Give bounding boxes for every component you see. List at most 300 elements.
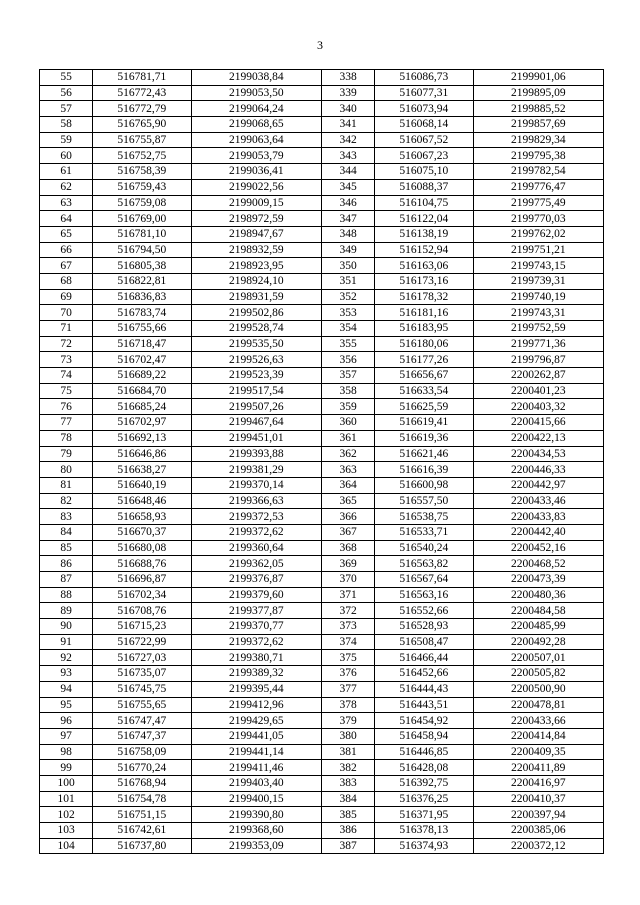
x-coordinate-left: 516751,15 [93,807,191,823]
table-row [40,524,604,540]
table-row [40,666,604,682]
y-coordinate-left: 2199372,53 [191,509,321,525]
point-number-left: 77 [40,415,93,431]
point-number-right: 356 [321,352,374,368]
table-row [40,838,604,854]
table-row [40,85,604,101]
x-coordinate-left: 516758,09 [93,744,191,760]
point-number-right: 350 [321,258,374,274]
point-number-right: 373 [321,619,374,635]
table-row [40,697,604,713]
x-coordinate-left: 516770,24 [93,760,191,776]
point-number-left: 79 [40,446,93,462]
x-coordinate-left: 516708,76 [93,603,191,619]
y-coordinate-left: 2199036,41 [191,164,321,180]
y-coordinate-right: 2200403,32 [473,399,603,415]
x-coordinate-right: 516075,10 [375,164,473,180]
point-number-right: 385 [321,807,374,823]
y-coordinate-right: 2200433,46 [473,493,603,509]
x-coordinate-left: 516648,46 [93,493,191,509]
coordinates-table [39,69,604,854]
x-coordinate-right: 516163,06 [375,258,473,274]
point-number-left: 103 [40,823,93,839]
y-coordinate-left: 2199370,14 [191,477,321,493]
y-coordinate-right: 2200485,99 [473,619,603,635]
table-row [40,242,604,258]
point-number-left: 98 [40,744,93,760]
point-number-right: 357 [321,368,374,384]
y-coordinate-left: 2199376,87 [191,572,321,588]
point-number-right: 366 [321,509,374,525]
y-coordinate-left: 2199400,15 [191,791,321,807]
x-coordinate-left: 516702,34 [93,587,191,603]
y-coordinate-left: 2199068,65 [191,117,321,133]
x-coordinate-left: 516754,78 [93,791,191,807]
y-coordinate-right: 2199782,54 [473,164,603,180]
x-coordinate-right: 516180,06 [375,336,473,352]
y-coordinate-left: 2198932,59 [191,242,321,258]
x-coordinate-right: 516454,92 [375,713,473,729]
x-coordinate-left: 516727,03 [93,650,191,666]
y-coordinate-left: 2199395,44 [191,681,321,697]
x-coordinate-left: 516696,87 [93,572,191,588]
x-coordinate-right: 516104,75 [375,195,473,211]
point-number-right: 351 [321,273,374,289]
y-coordinate-right: 2200410,37 [473,791,603,807]
point-number-right: 363 [321,462,374,478]
point-number-right: 352 [321,289,374,305]
table-row [40,713,604,729]
table-row [40,587,604,603]
table-row [40,117,604,133]
table-row [40,650,604,666]
point-number-left: 71 [40,321,93,337]
point-number-right: 386 [321,823,374,839]
y-coordinate-left: 2198931,59 [191,289,321,305]
table-row [40,728,604,744]
table-row [40,807,604,823]
table-row [40,258,604,274]
y-coordinate-left: 2199372,62 [191,634,321,650]
point-number-left: 86 [40,556,93,572]
x-coordinate-left: 516759,43 [93,179,191,195]
y-coordinate-right: 2200492,28 [473,634,603,650]
y-coordinate-left: 2199517,54 [191,383,321,399]
table-row [40,164,604,180]
x-coordinate-right: 516122,04 [375,211,473,227]
y-coordinate-right: 2200262,87 [473,368,603,384]
point-number-right: 346 [321,195,374,211]
y-coordinate-left: 2199502,86 [191,305,321,321]
y-coordinate-left: 2199368,60 [191,823,321,839]
y-coordinate-right: 2200372,12 [473,838,603,854]
x-coordinate-left: 516702,47 [93,352,191,368]
point-number-left: 76 [40,399,93,415]
y-coordinate-left: 2199393,88 [191,446,321,462]
x-coordinate-left: 516747,47 [93,713,191,729]
x-coordinate-left: 516772,79 [93,101,191,117]
y-coordinate-left: 2199451,01 [191,430,321,446]
point-number-right: 348 [321,226,374,242]
x-coordinate-right: 516443,51 [375,697,473,713]
point-number-right: 387 [321,838,374,854]
point-number-left: 66 [40,242,93,258]
point-number-left: 81 [40,477,93,493]
y-coordinate-left: 2198972,59 [191,211,321,227]
y-coordinate-left: 2199372,62 [191,524,321,540]
point-number-right: 362 [321,446,374,462]
point-number-right: 353 [321,305,374,321]
y-coordinate-right: 2200416,97 [473,775,603,791]
y-coordinate-left: 2199022,56 [191,179,321,195]
x-coordinate-left: 516783,74 [93,305,191,321]
x-coordinate-left: 516670,37 [93,524,191,540]
point-number-right: 344 [321,164,374,180]
point-number-left: 70 [40,305,93,321]
x-coordinate-right: 516452,66 [375,666,473,682]
x-coordinate-left: 516646,86 [93,446,191,462]
point-number-left: 90 [40,619,93,635]
point-number-left: 68 [40,273,93,289]
y-coordinate-right: 2200433,83 [473,509,603,525]
y-coordinate-right: 2200422,13 [473,430,603,446]
x-coordinate-right: 516444,43 [375,681,473,697]
y-coordinate-right: 2199740,19 [473,289,603,305]
table-row [40,775,604,791]
x-coordinate-right: 516086,73 [375,70,473,86]
point-number-left: 101 [40,791,93,807]
point-number-right: 374 [321,634,374,650]
y-coordinate-left: 2199507,26 [191,399,321,415]
point-number-right: 354 [321,321,374,337]
y-coordinate-left: 2199441,05 [191,728,321,744]
x-coordinate-right: 516067,52 [375,132,473,148]
x-coordinate-right: 516178,32 [375,289,473,305]
x-coordinate-right: 516625,59 [375,399,473,415]
table-row [40,368,604,384]
x-coordinate-left: 516680,08 [93,540,191,556]
point-number-right: 342 [321,132,374,148]
point-number-right: 349 [321,242,374,258]
x-coordinate-right: 516528,93 [375,619,473,635]
table-row [40,211,604,227]
table-row [40,556,604,572]
y-coordinate-right: 2199771,36 [473,336,603,352]
y-coordinate-left: 2199523,39 [191,368,321,384]
x-coordinate-left: 516745,75 [93,681,191,697]
y-coordinate-right: 2199895,09 [473,85,603,101]
point-number-left: 75 [40,383,93,399]
x-coordinate-right: 516378,13 [375,823,473,839]
x-coordinate-left: 516765,90 [93,117,191,133]
y-coordinate-left: 2199467,64 [191,415,321,431]
point-number-left: 95 [40,697,93,713]
x-coordinate-right: 516088,37 [375,179,473,195]
x-coordinate-left: 516689,22 [93,368,191,384]
x-coordinate-left: 516759,08 [93,195,191,211]
x-coordinate-right: 516533,71 [375,524,473,540]
point-number-left: 85 [40,540,93,556]
point-number-right: 341 [321,117,374,133]
x-coordinate-right: 516138,19 [375,226,473,242]
point-number-left: 93 [40,666,93,682]
table-row [40,352,604,368]
point-number-right: 359 [321,399,374,415]
table-row [40,321,604,337]
x-coordinate-right: 516563,16 [375,587,473,603]
point-number-right: 380 [321,728,374,744]
point-number-right: 377 [321,681,374,697]
point-number-left: 59 [40,132,93,148]
point-number-right: 379 [321,713,374,729]
y-coordinate-left: 2199526,63 [191,352,321,368]
y-coordinate-right: 2200478,81 [473,697,603,713]
point-number-left: 84 [40,524,93,540]
x-coordinate-left: 516794,50 [93,242,191,258]
x-coordinate-left: 516722,99 [93,634,191,650]
y-coordinate-right: 2200397,94 [473,807,603,823]
table-row [40,744,604,760]
point-number-left: 65 [40,226,93,242]
point-number-left: 91 [40,634,93,650]
x-coordinate-left: 516768,94 [93,775,191,791]
y-coordinate-right: 2200452,16 [473,540,603,556]
x-coordinate-right: 516567,64 [375,572,473,588]
point-number-left: 83 [40,509,93,525]
point-number-left: 58 [40,117,93,133]
coordinates-table-body [40,70,604,854]
table-row [40,446,604,462]
x-coordinate-right: 516600,98 [375,477,473,493]
x-coordinate-right: 516616,39 [375,462,473,478]
table-row [40,493,604,509]
point-number-left: 62 [40,179,93,195]
point-number-left: 82 [40,493,93,509]
y-coordinate-right: 2200473,39 [473,572,603,588]
x-coordinate-right: 516376,25 [375,791,473,807]
y-coordinate-right: 2199752,59 [473,321,603,337]
y-coordinate-right: 2200507,01 [473,650,603,666]
y-coordinate-right: 2200442,40 [473,524,603,540]
table-row [40,477,604,493]
point-number-left: 94 [40,681,93,697]
table-row [40,462,604,478]
table-row [40,634,604,650]
table-row [40,415,604,431]
table-row [40,399,604,415]
y-coordinate-right: 2200446,33 [473,462,603,478]
y-coordinate-left: 2199053,79 [191,148,321,164]
y-coordinate-left: 2199377,87 [191,603,321,619]
y-coordinate-right: 2200385,06 [473,823,603,839]
y-coordinate-left: 2199353,09 [191,838,321,854]
y-coordinate-left: 2198947,67 [191,226,321,242]
y-coordinate-right: 2199770,03 [473,211,603,227]
table-row [40,681,604,697]
table-row [40,195,604,211]
table-row [40,540,604,556]
x-coordinate-right: 516073,94 [375,101,473,117]
y-coordinate-left: 2199389,32 [191,666,321,682]
y-coordinate-right: 2200480,36 [473,587,603,603]
x-coordinate-right: 516181,16 [375,305,473,321]
x-coordinate-right: 516563,82 [375,556,473,572]
y-coordinate-left: 2199366,63 [191,493,321,509]
y-coordinate-right: 2199776,47 [473,179,603,195]
y-coordinate-left: 2199528,74 [191,321,321,337]
x-coordinate-right: 516428,08 [375,760,473,776]
y-coordinate-left: 2199403,40 [191,775,321,791]
y-coordinate-left: 2199063,64 [191,132,321,148]
y-coordinate-right: 2200484,58 [473,603,603,619]
point-number-right: 369 [321,556,374,572]
y-coordinate-left: 2199380,71 [191,650,321,666]
x-coordinate-right: 516619,41 [375,415,473,431]
y-coordinate-left: 2199009,15 [191,195,321,211]
x-coordinate-left: 516758,39 [93,164,191,180]
x-coordinate-right: 516557,50 [375,493,473,509]
x-coordinate-right: 516068,14 [375,117,473,133]
x-coordinate-left: 516781,10 [93,226,191,242]
x-coordinate-right: 516458,94 [375,728,473,744]
table-row [40,619,604,635]
x-coordinate-right: 516552,66 [375,603,473,619]
point-number-right: 371 [321,587,374,603]
point-number-right: 370 [321,572,374,588]
point-number-left: 89 [40,603,93,619]
point-number-right: 364 [321,477,374,493]
x-coordinate-left: 516718,47 [93,336,191,352]
point-number-right: 383 [321,775,374,791]
x-coordinate-right: 516152,94 [375,242,473,258]
x-coordinate-right: 516633,54 [375,383,473,399]
point-number-left: 69 [40,289,93,305]
point-number-right: 372 [321,603,374,619]
x-coordinate-left: 516781,71 [93,70,191,86]
point-number-right: 340 [321,101,374,117]
point-number-left: 104 [40,838,93,854]
y-coordinate-right: 2199743,15 [473,258,603,274]
point-number-left: 61 [40,164,93,180]
x-coordinate-left: 516755,66 [93,321,191,337]
y-coordinate-left: 2198924,10 [191,273,321,289]
point-number-left: 80 [40,462,93,478]
x-coordinate-right: 516540,24 [375,540,473,556]
table-row [40,289,604,305]
y-coordinate-left: 2199411,46 [191,760,321,776]
point-number-left: 100 [40,775,93,791]
table-row [40,760,604,776]
x-coordinate-left: 516755,65 [93,697,191,713]
y-coordinate-right: 2199885,52 [473,101,603,117]
y-coordinate-right: 2199796,87 [473,352,603,368]
y-coordinate-right: 2200414,84 [473,728,603,744]
table-row [40,823,604,839]
x-coordinate-left: 516769,00 [93,211,191,227]
table-row [40,132,604,148]
y-coordinate-left: 2199379,60 [191,587,321,603]
x-coordinate-left: 516658,93 [93,509,191,525]
point-number-right: 375 [321,650,374,666]
x-coordinate-right: 516371,95 [375,807,473,823]
x-coordinate-left: 516715,23 [93,619,191,635]
point-number-right: 367 [321,524,374,540]
point-number-left: 67 [40,258,93,274]
y-coordinate-right: 2200434,53 [473,446,603,462]
x-coordinate-right: 516466,44 [375,650,473,666]
y-coordinate-left: 2199381,29 [191,462,321,478]
x-coordinate-right: 516374,93 [375,838,473,854]
point-number-left: 88 [40,587,93,603]
table-row [40,101,604,117]
y-coordinate-right: 2199743,31 [473,305,603,321]
y-coordinate-right: 2200415,66 [473,415,603,431]
x-coordinate-right: 516656,67 [375,368,473,384]
point-number-right: 361 [321,430,374,446]
table-row [40,305,604,321]
table-row [40,430,604,446]
x-coordinate-right: 516392,75 [375,775,473,791]
x-coordinate-left: 516737,80 [93,838,191,854]
point-number-right: 378 [321,697,374,713]
point-number-left: 87 [40,572,93,588]
x-coordinate-left: 516742,61 [93,823,191,839]
y-coordinate-right: 2200442,97 [473,477,603,493]
y-coordinate-left: 2199370,77 [191,619,321,635]
point-number-left: 92 [40,650,93,666]
table-row [40,791,604,807]
y-coordinate-left: 2199441,14 [191,744,321,760]
point-number-right: 368 [321,540,374,556]
y-coordinate-right: 2200468,52 [473,556,603,572]
table-row [40,273,604,289]
x-coordinate-left: 516692,13 [93,430,191,446]
y-coordinate-right: 2199901,06 [473,70,603,86]
point-number-right: 347 [321,211,374,227]
y-coordinate-right: 2200500,90 [473,681,603,697]
y-coordinate-left: 2199360,64 [191,540,321,556]
y-coordinate-left: 2199429,65 [191,713,321,729]
point-number-left: 78 [40,430,93,446]
x-coordinate-left: 516685,24 [93,399,191,415]
table-row [40,179,604,195]
point-number-left: 57 [40,101,93,117]
x-coordinate-left: 516752,75 [93,148,191,164]
x-coordinate-left: 516702,97 [93,415,191,431]
y-coordinate-right: 2200409,35 [473,744,603,760]
y-coordinate-right: 2200433,66 [473,713,603,729]
y-coordinate-right: 2200411,89 [473,760,603,776]
table-row [40,148,604,164]
point-number-left: 102 [40,807,93,823]
point-number-left: 55 [40,70,93,86]
x-coordinate-right: 516538,75 [375,509,473,525]
x-coordinate-left: 516836,83 [93,289,191,305]
y-coordinate-left: 2199053,50 [191,85,321,101]
y-coordinate-left: 2199535,50 [191,336,321,352]
y-coordinate-right: 2199795,38 [473,148,603,164]
y-coordinate-right: 2200401,23 [473,383,603,399]
table-row [40,226,604,242]
point-number-right: 358 [321,383,374,399]
table-row [40,336,604,352]
x-coordinate-right: 516446,85 [375,744,473,760]
table-row [40,603,604,619]
point-number-right: 382 [321,760,374,776]
y-coordinate-right: 2199775,49 [473,195,603,211]
point-number-right: 360 [321,415,374,431]
x-coordinate-left: 516735,07 [93,666,191,682]
